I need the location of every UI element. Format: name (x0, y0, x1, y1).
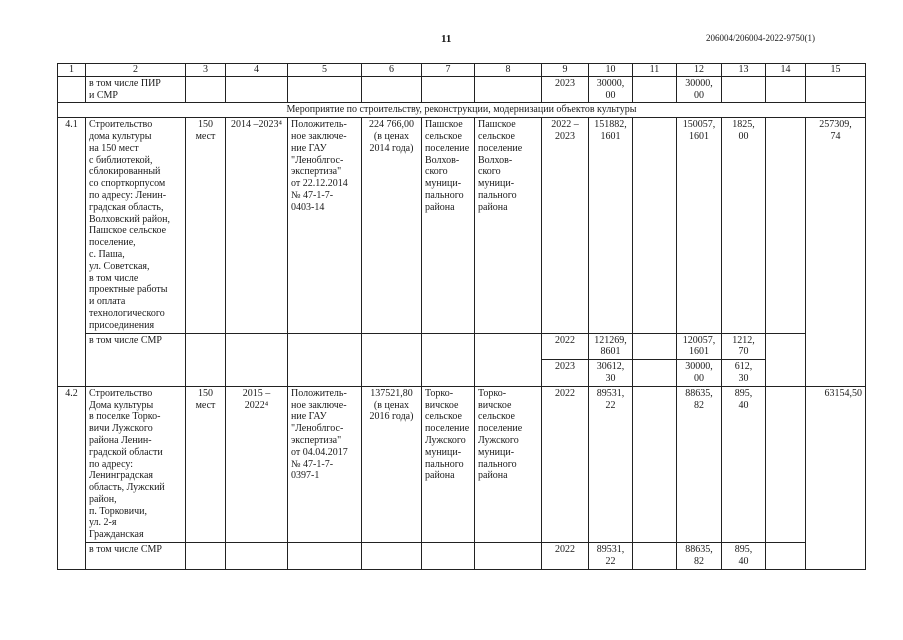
col-number-10: 10 (589, 64, 633, 77)
row41-col13: 1825, 00 (722, 118, 766, 333)
row42-col15: 63154,50 (806, 386, 866, 569)
investment-table (57, 63, 866, 570)
col-number-13: 13 (722, 64, 766, 77)
table-row-pir (58, 76, 866, 103)
row41-year: 2022 – 2023 (542, 118, 589, 333)
row-pir-col10: 30000, 00 (589, 76, 633, 103)
row41-number: 4.1 (58, 118, 86, 387)
row41-smr-year1-col13: 1212, 70 (722, 333, 766, 360)
col-number-11: 11 (633, 64, 677, 77)
row42-year: 2022 (542, 386, 589, 542)
row41-capacity: 150 мест (186, 118, 226, 333)
row42-smr-name: в том числе СМР (86, 543, 186, 570)
row41-smr-year1-col10: 121269, 8601 (589, 333, 633, 360)
row42-conclusion: Положитель- ное заключе- ние ГАУ "Леноблгос- экспертиза" от 04.04.2017 № 47-1-7- 0397-1 (288, 386, 362, 542)
col-number-15: 15 (806, 64, 866, 77)
col-number-12: 12 (677, 64, 722, 77)
row42-col10: 89531, 22 (589, 386, 633, 542)
row41-smr-year2-col12: 30000, 00 (677, 360, 722, 387)
row42-smr-col10: 89531, 22 (589, 543, 633, 570)
row41-conclusion: Положитель- ное заключе- ние ГАУ "Леноблгос- экспертиза" от 22.12.2014 № 47-1-7- 0403-14 (288, 118, 362, 333)
row41-smr-year2-col10: 30612, 30 (589, 360, 633, 387)
table-row-4-2-smr (58, 543, 866, 570)
table-row-4-1-smr-2022 (58, 333, 866, 360)
row42-capacity: 150 мест (186, 386, 226, 542)
row-pir-year: 2023 (542, 76, 589, 103)
col-number-9: 9 (542, 64, 589, 77)
col-number-5: 5 (288, 64, 362, 77)
col-number-6: 6 (362, 64, 422, 77)
column-number-row (58, 64, 866, 77)
row-pir-col12: 30000, 00 (677, 76, 722, 103)
row42-col13: 895, 40 (722, 386, 766, 542)
col-number-14: 14 (766, 64, 806, 77)
row42-customer: Торко- вичское сельское поселение Лужского муници- пального района (422, 386, 475, 542)
row42-cost: 137521,80 (в ценах 2016 года) (362, 386, 422, 542)
row41-smr-year1: 2022 (542, 333, 589, 360)
col-number-3: 3 (186, 64, 226, 77)
col-number-7: 7 (422, 64, 475, 77)
table-row-4-2 (58, 386, 866, 542)
row42-smr-year: 2022 (542, 543, 589, 570)
page-number: 11 (441, 33, 452, 45)
row42-smr-col12: 88635, 82 (677, 543, 722, 570)
row41-smr-year2-col13: 612, 30 (722, 360, 766, 387)
row42-smr-col13: 895, 40 (722, 543, 766, 570)
row41-developer: Пашское сельское поселение Волхов- ского муници- пального района (475, 118, 542, 333)
row42-developer: Торко- вичское сельское поселение Лужского муници- пального района (475, 386, 542, 542)
col-number-8: 8 (475, 64, 542, 77)
row41-col12: 150057, 1601 (677, 118, 722, 333)
row41-smr-year2: 2023 (542, 360, 589, 387)
document-code: 206004/206004-2022-9750(1) (706, 33, 815, 43)
row41-smr-year1-col12: 120057, 1601 (677, 333, 722, 360)
row41-cost: 224 766,00 (в ценах 2014 года) (362, 118, 422, 333)
row41-object-name: Строительство дома культуры на 150 мест с библиотекой, сблокированный со спорткорпусом по адресу: Ленин- градская область, Волховский район, Пашское сельское поселение, с. Паша, ул. Советская, в том числе проектные работы и оплата технологического присоединения (86, 118, 186, 333)
col-number-2: 2 (86, 64, 186, 77)
row41-smr-name: в том числе СМР (86, 333, 186, 386)
row41-col15: 257309, 74 (806, 118, 866, 387)
row41-col10: 151882, 1601 (589, 118, 633, 333)
col-number-4: 4 (226, 64, 288, 77)
row42-object-name: Строительство Дома культуры в поселке Торко- вичи Лужского района Ленин- градской области по адресу: Ленинградская область, Лужский район, п. Торковичи, ул. 2-я Гражданская (86, 386, 186, 542)
row-pir-name: в том числе ПИР и СМР (86, 76, 186, 103)
row42-number: 4.2 (58, 386, 86, 569)
row42-period: 2015 – 2022⁴ (226, 386, 288, 542)
row41-customer: Пашское сельское поселение Волхов- ского муници- пального района (422, 118, 475, 333)
col-number-1: 1 (58, 64, 86, 77)
section-title: Мероприятие по строительству, реконструкции, модернизации объектов культуры (58, 103, 866, 118)
row41-period: 2014 –2023⁴ (226, 118, 288, 333)
row42-col12: 88635, 82 (677, 386, 722, 542)
table-row-4-1 (58, 118, 866, 333)
section-title-row (58, 103, 866, 118)
